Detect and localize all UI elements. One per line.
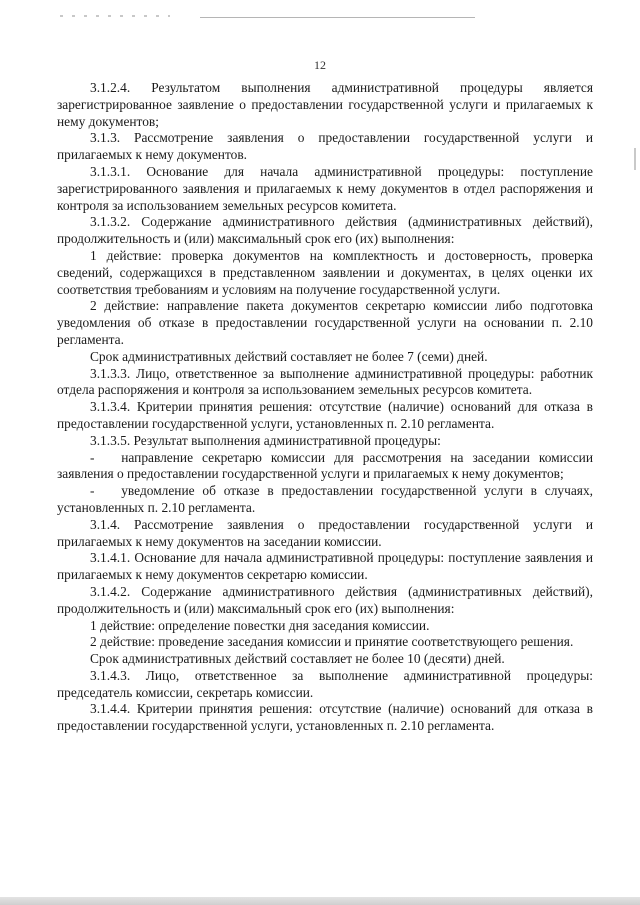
paragraph-3-1-4-3: 3.1.4.3. Лицо, ответственное за выполнение административной процедуры: председатель комиссии, секретарь комиссии. <box>57 667 593 700</box>
paragraph-term-7-days: Срок административных действий составляет не более 7 (семи) дней. <box>90 348 488 364</box>
list-item-result-1: - направление секретарю комиссии для рассмотрения на заседании комиссии заявления о предоставлении государственной услуги и прилагаемых к нему документов; <box>57 449 593 482</box>
paragraph-action-2: 2 действие: направление пакета документов секретарю комиссии либо подготовка уведомления об отказе в предоставлении государственной услуги на основании п. 2.10 регламента. <box>57 298 593 347</box>
scan-artifact-bottom-bar <box>0 897 640 905</box>
document-body <box>57 80 593 735</box>
paragraph-3-1-4-2: 3.1.4.2. Содержание административного действия (административных действий), продолжительность и (или) максимальный срок его (их) выполнения: <box>57 583 593 616</box>
paragraph-3-1-4: 3.1.4. Рассмотрение заявления о предоставлении государственной услуги и прилагаемых к нему документов на заседании комиссии. <box>57 516 593 549</box>
paragraph-3-1-2-4: 3.1.2.4. Результатом выполнения административной процедуры является зарегистрированное заявление о предоставлении государственной услуги и прилагаемых к нему документов; <box>57 80 593 129</box>
paragraph-3-1-3-4: 3.1.3.4. Критерии принятия решения: отсутствие (наличие) оснований для отказа в предоставлении государственной услуги, установленных п. 2.10 регламента. <box>57 399 593 431</box>
paragraph-3-1-3-2: 3.1.3.2. Содержание административного действия (административных действий), продолжительность и (или) максимальный срок его (их) выполнения: <box>57 214 593 247</box>
list-item-result-2: - уведомление об отказе в предоставлении государственной услуги в случаях, установленных п. 2.10 регламента. <box>57 483 593 515</box>
page-number: 12 <box>314 58 326 72</box>
scan-artifact-mark <box>634 148 636 170</box>
paragraph-3-1-3-3: 3.1.3.3. Лицо, ответственное за выполнение административной процедуры: работник отдела распоряжения и контроля за использованием земельных ресурсов комитета. <box>57 365 593 398</box>
scan-artifact-dots <box>60 15 170 17</box>
paragraph-action-1: 1 действие: проверка документов на комплектность и достоверность, проверка сведений, содержащихся в представленном заявлении и документах, в целях оценки их соответствия требованиям и условиям на получение государственной услуги. <box>57 247 593 297</box>
paragraph-action-2-commission: 2 действие: проведение заседания комиссии и принятие соответствующего решения. <box>90 634 574 650</box>
paragraph-3-1-3-1: 3.1.3.1. Основание для начала административной процедуры: поступление зарегистрированного заявления и прилагаемых к нему документов в отдел распоряжения и контроля за использованием земельных ресурсов комитета. <box>57 163 593 213</box>
paragraph-3-1-4-4: 3.1.4.4. Критерии принятия решения: отсутствие (наличие) оснований для отказа в предоставлении государственной услуги, установленных п. 2.10 регламента. <box>57 701 593 734</box>
paragraph-term-10-days: Срок административных действий составляет не более 10 (десяти) дней. <box>90 651 505 667</box>
paragraph-3-1-3-5: 3.1.3.5. Результат выполнения административной процедуры: <box>90 432 441 448</box>
paragraph-3-1-3: 3.1.3. Рассмотрение заявления о предоставлении государственной услуги и прилагаемых к нему документов. <box>57 130 593 163</box>
paragraph-action-1-commission: 1 действие: определение повестки дня заседания комиссии. <box>90 617 430 633</box>
scan-artifact-line <box>200 17 475 18</box>
paragraph-3-1-4-1: 3.1.4.1. Основание для начала административной процедуры: поступление заявления и прилагаемых к нему документов секретарю комиссии. <box>57 550 593 583</box>
